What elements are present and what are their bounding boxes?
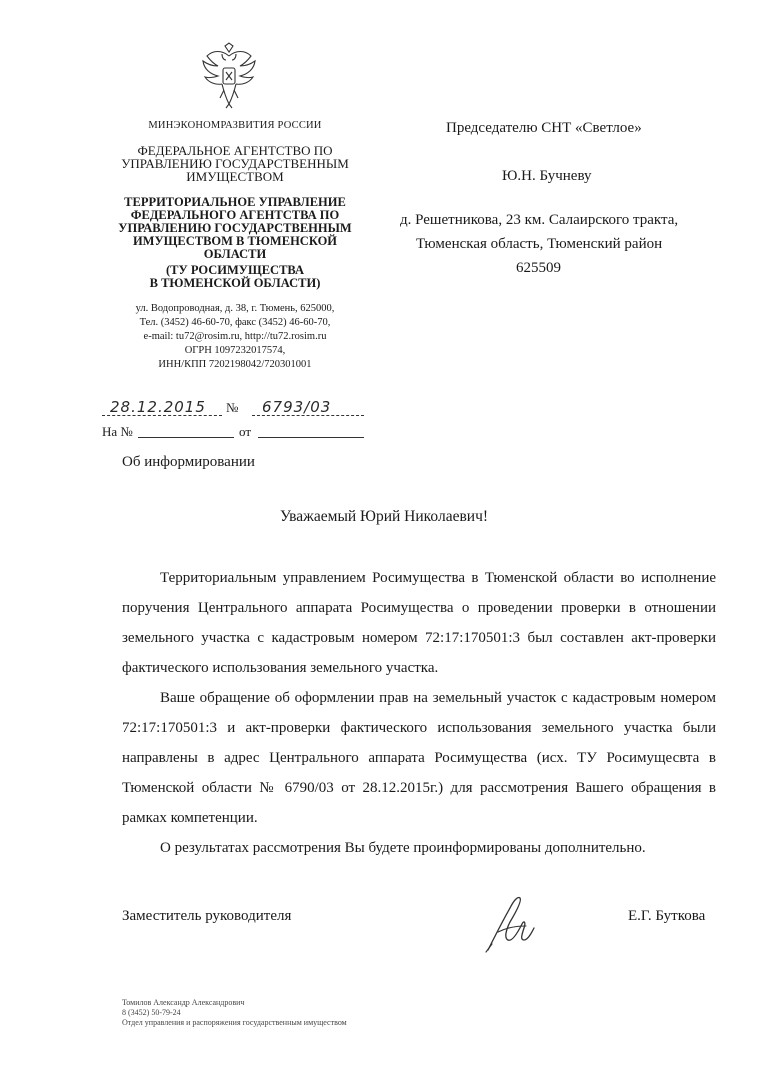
salutation: Уважаемый Юрий Николаевич! xyxy=(279,508,489,525)
body-paragraph: Территориальным управлением Росимущества в Тюменской области во исполнение поручения Центрального аппарата Росимущества о проведении проверки в отношении земельного участка с кадастровым номером 72:17:170501:3 был составлен акт-проверки фактического использования земельного участка. xyxy=(122,570,716,676)
contact-phone: Тел. (3452) 46-60-70, факс (3452) 46-60-70, xyxy=(139,317,331,328)
handwritten-signature xyxy=(480,892,540,954)
body-paragraph: Ваше обращение об оформлении прав на земельный участок с кадастровым номером 72:17:170501:3 и акт-проверки фактического использования земельного участка были направлены в адрес Центрального аппарата Росимущества (исх. ТУ Росимущесвта в Тюменской области № 6790/03 от 28.12.2015г.) для рассмотрения Вашего обращения в рамках компетенции. xyxy=(122,690,716,826)
registration-number: 6793/03 xyxy=(262,398,332,416)
contact-address: ул. Водопроводная, д. 38, г. Тюмень, 625000, xyxy=(135,303,335,314)
letter-subject: Об информировании xyxy=(122,454,255,470)
executor-phone: 8 (3452) 50-79-24 xyxy=(122,1008,181,1017)
territorial-line: ТЕРРИТОРИАЛЬНОЕ УПРАВЛЕНИЕ xyxy=(124,195,346,209)
reply-number-label: На № xyxy=(102,424,133,439)
registration-number-label: № xyxy=(226,400,239,415)
agency-name xyxy=(110,144,360,183)
body-paragraph: О результатах рассмотрения Вы будете проинформированы дополнительно. xyxy=(160,840,646,856)
signer-name: Е.Г. Буткова xyxy=(628,908,706,924)
recipient-title: Председателю СНТ «Светлое» xyxy=(446,120,642,136)
short-name-line: (ТУ РОСИМУЩЕСТВА xyxy=(166,263,304,277)
reply-reference-line xyxy=(102,424,364,442)
ministry-name: МИНЭКОНОМРАЗВИТИЯ РОССИИ xyxy=(148,120,322,131)
recipient-postcode: 625509 xyxy=(516,260,561,276)
short-name-line: В ТЮМЕНСКОЙ ОБЛАСТИ) xyxy=(149,276,321,290)
agency-line: ИМУЩЕСТВОМ xyxy=(186,169,284,184)
territorial-line: ОБЛАСТИ xyxy=(203,247,267,261)
executor-info xyxy=(122,998,422,1028)
recipient-address-line: д. Решетникова, 23 км. Салаирского тракта, xyxy=(400,212,679,228)
territorial-line: УПРАВЛЕНИЮ ГОСУДАРСТВЕННЫМ xyxy=(118,221,352,235)
contact-ogrn: ОГРН 1097232017574, xyxy=(184,345,286,356)
agency-line: УПРАВЛЕНИЮ ГОСУДАРСТВЕННЫМ xyxy=(121,156,349,171)
executor-department: Отдел управления и распоряжения государственным имуществом xyxy=(122,1018,347,1027)
letter-body xyxy=(122,563,716,863)
coat-of-arms-icon xyxy=(198,42,260,110)
territorial-line: ФЕДЕРАЛЬНОГО АГЕНТСТВА ПО xyxy=(130,208,340,222)
contact-inn: ИНН/КПП 7202198042/720301001 xyxy=(158,359,312,370)
sender-contacts xyxy=(110,302,360,372)
recipient-address-line: Тюменская область, Тюменский район xyxy=(416,236,663,252)
contact-email: e-mail: tu72@rosim.ru, http://tu72.rosim.ru xyxy=(143,331,327,342)
executor-name: Томилов Александр Александрович xyxy=(122,998,245,1007)
agency-line: ФЕДЕРАЛЬНОЕ АГЕНТСТВО ПО xyxy=(137,143,333,158)
reply-date-label: от xyxy=(239,424,252,439)
short-office-name xyxy=(120,264,350,290)
signer-position: Заместитель руководителя xyxy=(122,908,292,924)
territorial-office-name xyxy=(108,196,362,261)
registration-date: 28.12.2015 xyxy=(110,398,206,416)
territorial-line: ИМУЩЕСТВОМ В ТЮМЕНСКОЙ xyxy=(132,234,338,248)
registration-line xyxy=(102,398,364,418)
recipient-name: Ю.Н. Бучневу xyxy=(502,168,592,184)
